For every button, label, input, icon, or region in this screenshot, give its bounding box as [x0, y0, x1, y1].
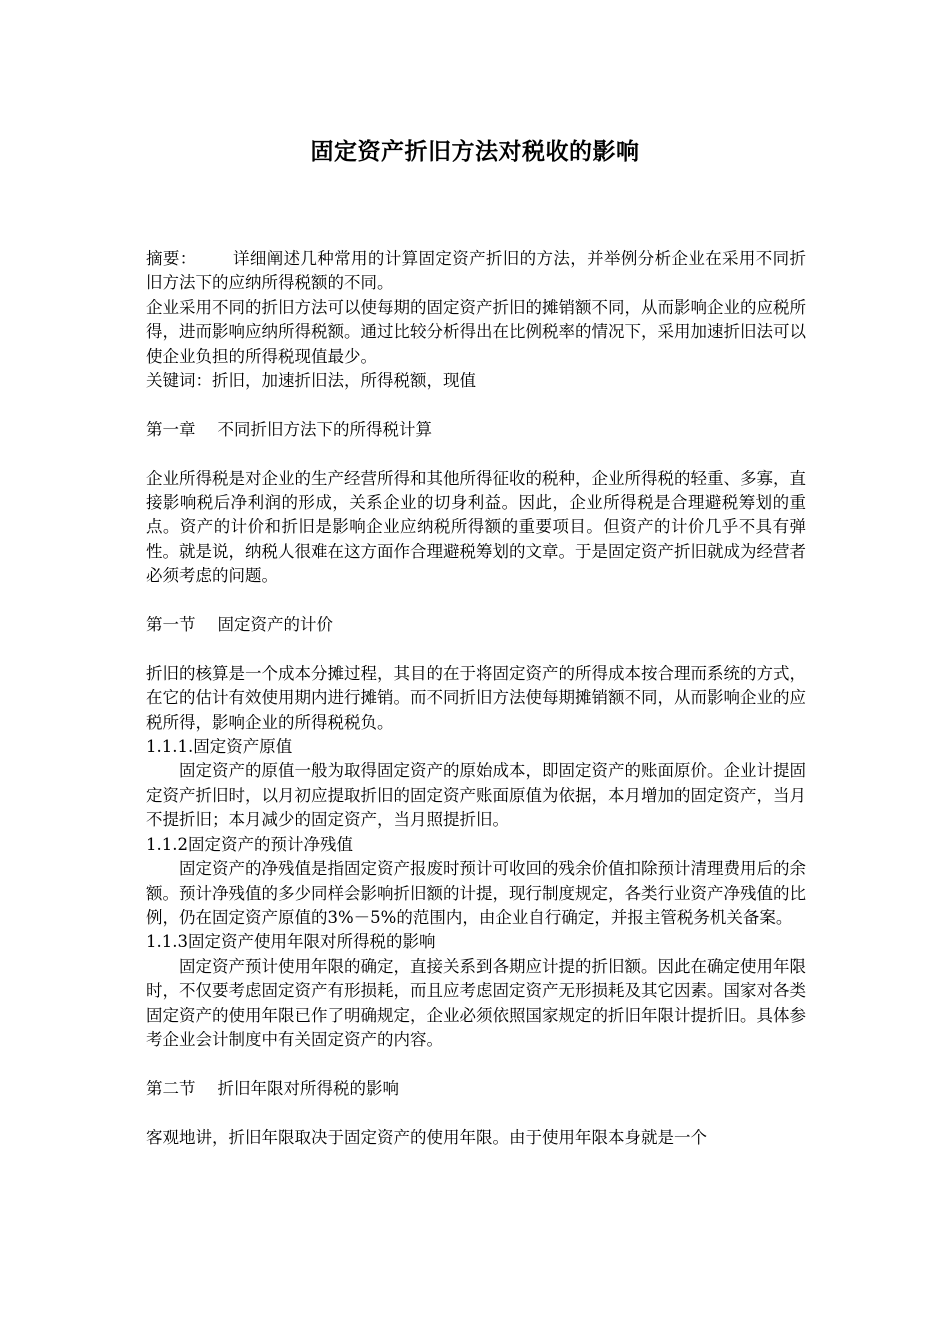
abstract-text-1: 详细阐述几种常用的计算固定资产折旧的方法，并举例分析企业在采用不同折旧方法下的应纳所得税额的不同。: [146, 249, 807, 293]
chapter-1-title: 不同折旧方法下的所得税计算: [217, 419, 432, 439]
section-1-heading: [146, 613, 806, 637]
chapter-1-paragraph: 企业所得税是对企业的生产经营所得和其他所得征收的税种，企业所得税的轻重、多寡，直接影响税后净利润的形成，关系企业的切身利益。因此，企业所得税是合理避税筹划的重点。资产的计价和折旧是影响企业应纳税所得额的重要项目。但资产的计价几乎不具有弹性。就是说，纳税人很难在这方面作合理避税筹划的文章。于是固定资产折旧就成为经营者必须考虑的问题。: [146, 468, 806, 586]
spacer: [146, 1101, 806, 1125]
abstract-paragraph: [146, 247, 806, 296]
abstract-label: 摘要：: [146, 249, 197, 268]
spacer: [146, 442, 806, 466]
keywords-line: 关键词：折旧，加速折旧法，所得税额，现值: [146, 371, 476, 391]
spacer: [146, 637, 806, 661]
section-2-heading: [146, 1077, 806, 1101]
spacer: [146, 1052, 806, 1076]
subsection-2-paragraph: 固定资产的净残值是指固定资产报废时预计可收回的残余价值扣除预计清理费用后的余额。预计净残值的多少同样会影响折旧额的计提，现行制度规定，各类行业资产净残值的比例，仍在固定资产原值的3%－5%的范围内，由企业自行确定，并报主管税务机关备案。: [146, 859, 806, 927]
spacer: [146, 393, 806, 417]
subsection-3-paragraph: 固定资产预计使用年限的确定，直接关系到各期应计提的折旧额。因此在确定使用年限时，不仅要考虑固定资产有形损耗，而且应考虑固定资产无形损耗及其它因素。国家对各类固定资产的使用年限已作了明确规定，企业必须依照国家规定的折旧年限计提折旧。具体参考企业会计制度中有关固定资产的内容。: [146, 956, 806, 1049]
document-title: 固定资产折旧方法对税收的影响: [310, 139, 640, 165]
document-body: [146, 247, 806, 1150]
spacer: [146, 589, 806, 613]
section-2-label: 第二节: [146, 1078, 196, 1098]
section-2-title: 折旧年限对所得税的影响: [217, 1078, 399, 1098]
chapter-1-heading: [146, 418, 806, 442]
subsection-3-heading: 1.1.3固定资产使用年限对所得税的影响: [146, 932, 436, 952]
section-1-title: 固定资产的计价: [217, 615, 333, 635]
subsection-2-heading: 1.1.2固定资产的预计净残值: [146, 834, 353, 854]
subsection-1-heading: 1.1.1.固定资产原值: [146, 737, 293, 757]
subsection-1-paragraph: 固定资产的原值一般为取得固定资产的原始成本，即固定资产的账面原价。企业计提固定资产折旧时，以月初应提取折旧的固定资产账面原值为依据，本月增加的固定资产，当月不提折旧；本月减少的固定资产，当月照提折旧。: [146, 761, 806, 830]
section-1-label: 第一节: [146, 615, 196, 635]
abstract-paragraph-2: 企业采用不同的折旧方法可以使每期的固定资产折旧的摊销额不同，从而影响企业的应税所得，进而影响应纳所得税额。通过比较分析得出在比例税率的情况下，采用加速折旧法可以使企业负担的所得税现值最少。: [146, 297, 806, 366]
chapter-1-label: 第一章: [146, 419, 196, 439]
section-1-paragraph: 折旧的核算是一个成本分摊过程，其目的在于将固定资产的所得成本按合理而系统的方式，在它的估计有效使用期内进行摊销。而不同折旧方法使每期摊销额不同，从而影响企业的应税所得，影响企业的所得税税负。: [146, 663, 806, 732]
section-2-paragraph: 客观地讲，折旧年限取决于固定资产的使用年限。由于使用年限本身就是一个: [146, 1127, 707, 1147]
